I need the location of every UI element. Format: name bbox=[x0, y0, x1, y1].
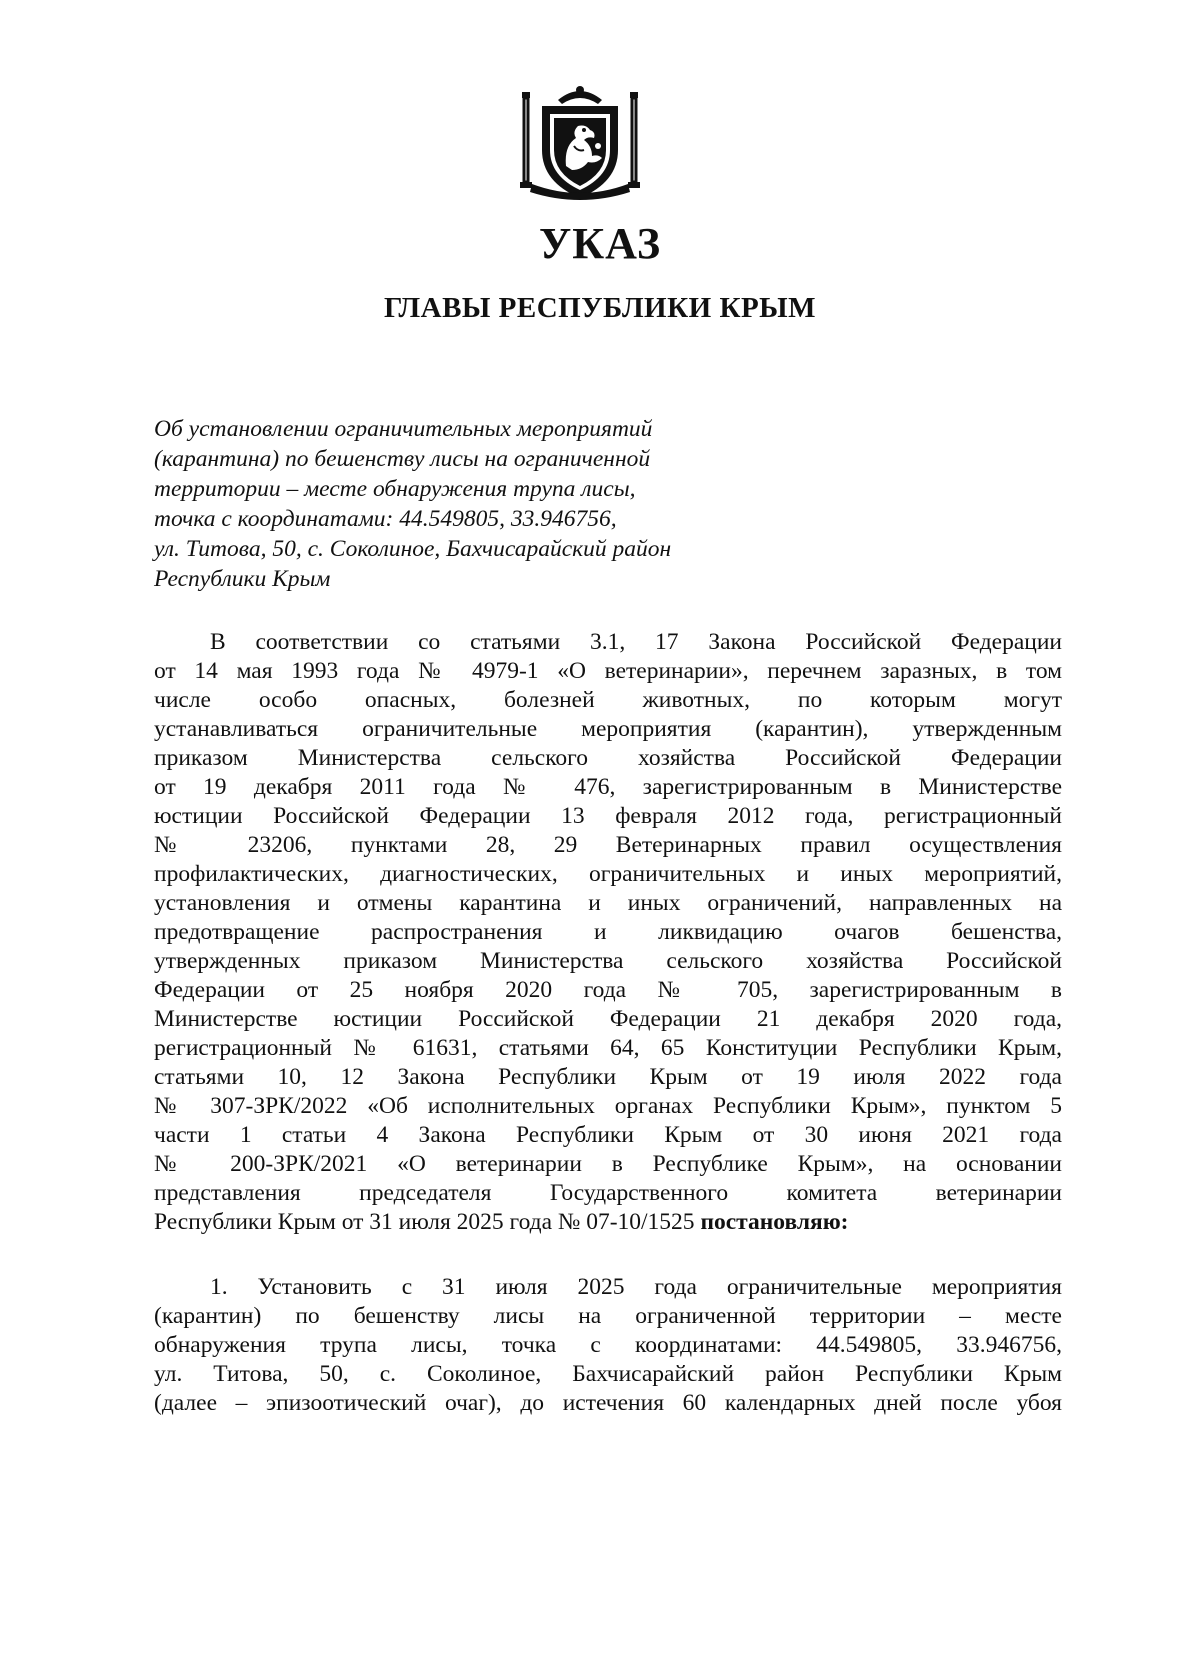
preamble-line: В соответствии со статьями 3.1, 17 Закона Российской Федерации bbox=[210, 629, 1062, 655]
preamble-last-line bbox=[154, 1208, 1062, 1237]
preamble-line: регистрационный № 61631, статьями 64, 65 Конституции Республики Крым, bbox=[154, 1035, 1062, 1061]
preamble-line: Федерации от 25 ноября 2020 года № 705, зарегистрированным в bbox=[154, 977, 1062, 1003]
subject-line: Об установлении ограничительных мероприятий bbox=[154, 416, 653, 442]
preamble-line: приказом Министерства сельского хозяйства Российской Федерации bbox=[154, 745, 1062, 771]
coat-of-arms-emblem bbox=[518, 80, 642, 204]
preamble-line: юстиции Российской Федерации 13 февраля 2012 года, регистрационный bbox=[154, 803, 1062, 829]
preamble-line: от 14 мая 1993 года № 4979-1 «О ветеринарии», перечнем заразных, в том bbox=[154, 658, 1062, 684]
preamble-line: устанавливаться ограничительные мероприятия (карантин), утвержденным bbox=[154, 716, 1062, 742]
item-1-line: (карантин) по бешенству лисы на ограниченной территории – месте bbox=[154, 1303, 1062, 1329]
preamble-line: части 1 статьи 4 Закона Республики Крым от 30 июня 2021 года bbox=[154, 1122, 1062, 1148]
item-1-line: (далее – эпизоотический очаг), до истечения 60 календарных дней после убоя bbox=[154, 1390, 1062, 1416]
document-body bbox=[154, 628, 1062, 1418]
preamble-line: представления председателя Государственного комитета ветеринарии bbox=[154, 1180, 1062, 1206]
subject-line: Республики Крым bbox=[154, 566, 331, 592]
document-title: УКАЗ bbox=[538, 219, 662, 268]
document-subtitle: ГЛАВЫ РЕСПУБЛИКИ КРЫМ bbox=[383, 292, 817, 324]
subject-line: точка с координатами: 44.549805, 33.946756, bbox=[154, 506, 617, 532]
decree-subject bbox=[154, 414, 834, 594]
preamble-line: числе особо опасных, болезней животных, по которым могут bbox=[154, 687, 1062, 713]
preamble-line: Республики Крым от 31 июля 2025 года № 07-10/1525 bbox=[154, 1209, 695, 1235]
preamble-line: № 200-ЗРК/2021 «О ветеринарии в Республике Крым», на основании bbox=[154, 1151, 1062, 1177]
preamble-paragraph bbox=[154, 628, 1062, 1237]
preamble-line: № 307-ЗРК/2022 «Об исполнительных органах Республики Крым», пунктом 5 bbox=[154, 1093, 1062, 1119]
item-1-line: 1. Установить с 31 июля 2025 года ограничительные мероприятия bbox=[210, 1274, 1062, 1300]
subject-line: (карантина) по бешенству лисы на ограниченной bbox=[154, 446, 651, 472]
decree-word: постановляю: bbox=[700, 1209, 849, 1235]
preamble-line: от 19 декабря 2011 года № 476, зарегистрированным в Министерстве bbox=[154, 774, 1062, 800]
subject-line: территории – месте обнаружения трупа лисы, bbox=[154, 476, 636, 502]
preamble-line: Министерстве юстиции Российской Федерации 21 декабря 2020 года, bbox=[154, 1006, 1062, 1032]
item-1-line: ул. Титова, 50, с. Соколиное, Бахчисарайский район Республики Крым bbox=[154, 1361, 1062, 1387]
item-1-paragraph bbox=[154, 1273, 1062, 1418]
preamble-line: установления и отмены карантина и иных ограничений, направленных на bbox=[154, 890, 1062, 916]
preamble-line: профилактических, диагностических, ограничительных и иных мероприятий, bbox=[154, 861, 1062, 887]
subject-line: ул. Титова, 50, с. Соколиное, Бахчисарайский район bbox=[154, 536, 672, 562]
preamble-line: статьями 10, 12 Закона Республики Крым от 19 июля 2022 года bbox=[154, 1064, 1062, 1090]
preamble-line: предотвращение распространения и ликвидацию очагов бешенства, bbox=[154, 919, 1062, 945]
preamble-line: № 23206, пунктами 28, 29 Ветеринарных правил осуществления bbox=[154, 832, 1062, 858]
preamble-line: утвержденных приказом Министерства сельского хозяйства Российской bbox=[154, 948, 1062, 974]
item-1-line: обнаружения трупа лисы, точка с координатами: 44.549805, 33.946756, bbox=[154, 1332, 1062, 1358]
